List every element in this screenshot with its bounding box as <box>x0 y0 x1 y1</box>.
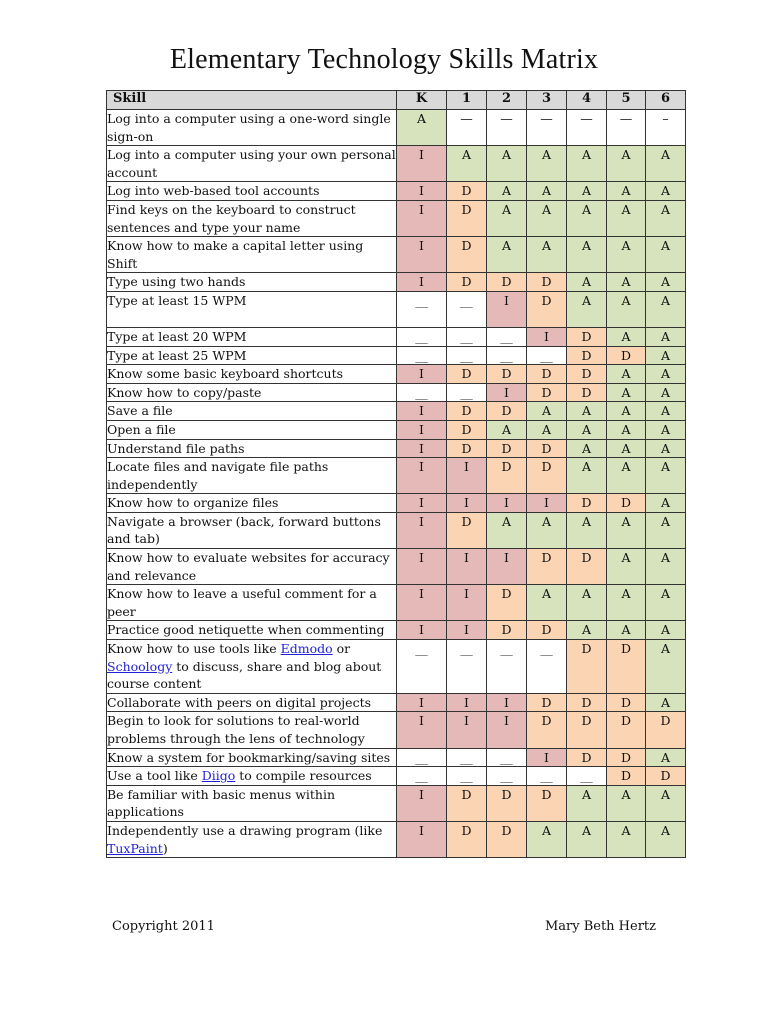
level-cell: I <box>397 365 447 384</box>
skill-text: Know how to leave a useful comment for a peer <box>107 586 377 619</box>
table-row <box>107 785 686 821</box>
header-grade-4: 4 <box>567 91 607 110</box>
level-cell: I <box>487 494 527 513</box>
level-cell: D <box>527 365 567 384</box>
level-cell: __ <box>487 748 527 767</box>
level-cell: A <box>646 494 686 513</box>
level-cell: — <box>527 110 567 146</box>
tool-link[interactable]: Schoology <box>107 658 173 674</box>
table-row <box>107 365 686 384</box>
level-cell: I <box>397 420 447 439</box>
level-cell: __ <box>567 767 607 786</box>
level-cell: D <box>646 712 686 748</box>
level-cell: A <box>646 693 686 712</box>
level-cell: I <box>527 748 567 767</box>
skill-text: ) <box>162 840 168 856</box>
copyright-text: Copyright 2011 <box>112 919 215 934</box>
header-grade-6: 6 <box>646 91 686 110</box>
level-cell: I <box>397 785 447 821</box>
table-row <box>107 585 686 621</box>
skill-cell <box>107 821 397 857</box>
skill-text: Understand file paths <box>107 440 245 456</box>
level-cell: D <box>487 402 527 421</box>
level-cell: D <box>527 621 567 640</box>
level-cell: D <box>447 237 487 273</box>
header-grade-2: 2 <box>487 91 527 110</box>
level-cell: A <box>567 458 607 494</box>
level-cell: A <box>646 621 686 640</box>
level-cell: A <box>527 237 567 273</box>
table-row <box>107 693 686 712</box>
tool-link[interactable]: TuxPaint <box>107 840 163 856</box>
level-cell: __ <box>487 346 527 365</box>
level-cell: D <box>527 458 567 494</box>
skill-cell <box>107 383 397 402</box>
level-cell: — <box>447 110 487 146</box>
skill-text: Type at least 15 WPM <box>107 292 247 308</box>
level-cell: I <box>397 273 447 292</box>
skill-text: Save a file <box>107 403 173 419</box>
level-cell: __ <box>397 291 447 327</box>
skill-text: Type at least 20 WPM <box>107 328 247 344</box>
level-cell: D <box>607 748 646 767</box>
skill-text: Find keys on the keyboard to construct sentences and type your name <box>107 201 356 235</box>
level-cell: A <box>607 237 646 273</box>
skill-cell <box>107 712 397 748</box>
table-row <box>107 621 686 640</box>
level-cell: __ <box>397 640 447 694</box>
skill-cell <box>107 420 397 439</box>
level-cell: A <box>646 200 686 236</box>
level-cell: D <box>567 712 607 748</box>
tool-link[interactable]: Edmodo <box>280 641 333 657</box>
level-cell: __ <box>527 767 567 786</box>
skill-cell <box>107 748 397 767</box>
level-cell: I <box>397 549 447 585</box>
skill-cell <box>107 237 397 273</box>
level-cell: I <box>397 458 447 494</box>
skill-text: to discuss, share and blog about course content <box>107 658 382 692</box>
skill-text: Practice good netiquette when commenting <box>107 622 385 638</box>
header-grade-5: 5 <box>607 91 646 110</box>
skill-text: Know how to copy/paste <box>107 384 262 400</box>
level-cell: A <box>567 420 607 439</box>
matrix-body <box>107 110 686 858</box>
level-cell: A <box>607 439 646 458</box>
level-cell: __ <box>447 327 487 346</box>
skill-cell <box>107 494 397 513</box>
level-cell: D <box>447 512 487 548</box>
level-cell: A <box>527 182 567 201</box>
table-row <box>107 420 686 439</box>
skill-cell <box>107 273 397 292</box>
skill-cell <box>107 621 397 640</box>
level-cell: A <box>607 200 646 236</box>
level-cell: I <box>487 549 527 585</box>
level-cell: A <box>646 237 686 273</box>
level-cell: I <box>527 327 567 346</box>
level-cell: A <box>607 420 646 439</box>
skill-text: Use a tool like <box>107 768 202 784</box>
level-cell: D <box>487 621 527 640</box>
level-cell: I <box>397 512 447 548</box>
table-row <box>107 512 686 548</box>
level-cell: A <box>607 402 646 421</box>
level-cell: A <box>646 182 686 201</box>
table-row <box>107 458 686 494</box>
level-cell: __ <box>447 346 487 365</box>
level-cell: A <box>607 585 646 621</box>
level-cell: A <box>567 785 607 821</box>
level-cell: __ <box>397 383 447 402</box>
level-cell: __ <box>447 767 487 786</box>
skill-text: Begin to look for solutions to real-world problems through the lens of technology <box>107 713 365 746</box>
page-title: Elementary Technology Skills Matrix <box>169 44 599 75</box>
level-cell: D <box>527 291 567 327</box>
level-cell: __ <box>527 346 567 365</box>
skill-cell <box>107 693 397 712</box>
level-cell: A <box>646 439 686 458</box>
skill-cell <box>107 365 397 384</box>
level-cell: D <box>607 494 646 513</box>
level-cell: A <box>646 383 686 402</box>
skill-cell <box>107 439 397 458</box>
level-cell: A <box>646 512 686 548</box>
level-cell: D <box>487 585 527 621</box>
level-cell: – <box>646 110 686 146</box>
level-cell: I <box>527 494 567 513</box>
level-cell: D <box>567 494 607 513</box>
skill-text: to compile resources <box>235 768 372 784</box>
level-cell: D <box>527 785 567 821</box>
level-cell: A <box>567 291 607 327</box>
level-cell: A <box>527 402 567 421</box>
level-cell: D <box>487 785 527 821</box>
level-cell: D <box>607 767 646 786</box>
skill-cell <box>107 327 397 346</box>
level-cell: I <box>397 585 447 621</box>
level-cell: __ <box>447 291 487 327</box>
level-cell: I <box>397 693 447 712</box>
skill-text: Navigate a browser (back, forward buttons and tab) <box>107 513 381 547</box>
level-cell: I <box>397 146 447 182</box>
level-cell: I <box>447 549 487 585</box>
level-cell: A <box>567 621 607 640</box>
skill-text: Locate files and navigate file paths independently <box>107 459 329 492</box>
level-cell: I <box>487 383 527 402</box>
level-cell: __ <box>527 640 567 694</box>
level-cell: A <box>487 420 527 439</box>
level-cell: D <box>567 346 607 365</box>
level-cell: I <box>397 712 447 748</box>
skill-text: Type using two hands <box>107 274 246 290</box>
level-cell: __ <box>447 383 487 402</box>
level-cell: A <box>607 273 646 292</box>
level-cell: A <box>567 512 607 548</box>
skill-text: Know how to use tools like <box>107 641 281 657</box>
level-cell: A <box>646 365 686 384</box>
skill-cell <box>107 402 397 421</box>
level-cell: A <box>646 402 686 421</box>
level-cell: D <box>447 785 487 821</box>
level-cell: A <box>646 458 686 494</box>
level-cell: D <box>447 402 487 421</box>
level-cell: D <box>607 693 646 712</box>
level-cell: I <box>397 494 447 513</box>
skill-text: Independently use a drawing program (like <box>107 822 383 838</box>
table-row <box>107 327 686 346</box>
skills-matrix-table <box>106 90 686 858</box>
level-cell: D <box>567 748 607 767</box>
level-cell: D <box>646 767 686 786</box>
level-cell: I <box>397 439 447 458</box>
level-cell: I <box>447 585 487 621</box>
level-cell: __ <box>447 748 487 767</box>
level-cell: __ <box>487 640 527 694</box>
level-cell: D <box>527 549 567 585</box>
skill-cell <box>107 785 397 821</box>
level-cell: D <box>527 383 567 402</box>
skill-cell <box>107 512 397 548</box>
level-cell: I <box>397 237 447 273</box>
level-cell: A <box>447 146 487 182</box>
level-cell: A <box>487 237 527 273</box>
level-cell: A <box>397 110 447 146</box>
level-cell: D <box>447 200 487 236</box>
level-cell: D <box>527 273 567 292</box>
skill-cell <box>107 767 397 786</box>
level-cell: A <box>527 146 567 182</box>
skill-cell <box>107 346 397 365</box>
level-cell: A <box>567 273 607 292</box>
level-cell: A <box>527 585 567 621</box>
table-row <box>107 821 686 857</box>
level-cell: A <box>646 585 686 621</box>
level-cell: A <box>487 200 527 236</box>
skill-cell <box>107 640 397 694</box>
skill-text: Know a system for bookmarking/saving sites <box>107 749 391 765</box>
level-cell: A <box>646 291 686 327</box>
level-cell: __ <box>487 767 527 786</box>
level-cell: I <box>397 402 447 421</box>
level-cell: D <box>527 693 567 712</box>
level-cell: A <box>607 291 646 327</box>
header-grade-3: 3 <box>527 91 567 110</box>
level-cell: A <box>646 748 686 767</box>
table-row <box>107 494 686 513</box>
table-row <box>107 383 686 402</box>
skill-text: Know some basic keyboard shortcuts <box>107 366 344 382</box>
level-cell: I <box>447 693 487 712</box>
skill-text: Type at least 25 WPM <box>107 347 247 363</box>
level-cell: A <box>527 420 567 439</box>
level-cell: — <box>487 110 527 146</box>
level-cell: I <box>447 712 487 748</box>
skill-text: Be familiar with basic menus within applications <box>107 786 336 820</box>
level-cell: A <box>567 146 607 182</box>
tool-link[interactable]: Diigo <box>201 768 236 784</box>
skill-cell <box>107 110 397 146</box>
level-cell: __ <box>397 748 447 767</box>
level-cell: D <box>487 458 527 494</box>
table-row <box>107 346 686 365</box>
table-row <box>107 402 686 421</box>
level-cell: A <box>607 383 646 402</box>
level-cell: I <box>397 821 447 857</box>
table-row <box>107 237 686 273</box>
level-cell: __ <box>397 767 447 786</box>
level-cell: __ <box>487 327 527 346</box>
skill-text: Open a file <box>107 421 176 437</box>
level-cell: D <box>527 439 567 458</box>
level-cell: I <box>487 712 527 748</box>
level-cell: A <box>567 182 607 201</box>
level-cell: D <box>567 640 607 694</box>
level-cell: A <box>487 512 527 548</box>
table-row <box>107 640 686 694</box>
table-row <box>107 291 686 327</box>
level-cell: A <box>487 182 527 201</box>
level-cell: A <box>487 146 527 182</box>
level-cell: A <box>607 365 646 384</box>
skill-cell <box>107 549 397 585</box>
skill-cell <box>107 291 397 327</box>
skill-text: Know how to organize files <box>107 495 279 511</box>
skill-text: Collaborate with peers on digital projects <box>107 694 372 710</box>
skill-cell <box>107 146 397 182</box>
table-row <box>107 110 686 146</box>
skill-text: Know how to evaluate websites for accuracy and relevance <box>107 550 390 583</box>
level-cell: D <box>567 383 607 402</box>
level-cell: A <box>646 146 686 182</box>
author-name: Mary Beth Hertz <box>544 919 656 934</box>
level-cell: I <box>487 291 527 327</box>
level-cell: __ <box>397 327 447 346</box>
level-cell: A <box>607 621 646 640</box>
level-cell: D <box>447 439 487 458</box>
table-row <box>107 439 686 458</box>
level-cell: A <box>567 585 607 621</box>
level-cell: A <box>646 821 686 857</box>
level-cell: I <box>397 621 447 640</box>
level-cell: A <box>646 640 686 694</box>
header-grade-k: K <box>397 91 447 110</box>
level-cell: D <box>447 420 487 439</box>
skill-text: or <box>332 641 351 657</box>
header-row <box>107 91 686 110</box>
level-cell: I <box>447 458 487 494</box>
table-row <box>107 549 686 585</box>
level-cell: A <box>607 146 646 182</box>
level-cell: A <box>646 420 686 439</box>
level-cell: A <box>646 785 686 821</box>
skill-text: Log into web-based tool accounts <box>107 183 320 199</box>
level-cell: D <box>447 365 487 384</box>
level-cell: A <box>527 821 567 857</box>
level-cell: A <box>607 327 646 346</box>
level-cell: A <box>607 512 646 548</box>
level-cell: I <box>487 693 527 712</box>
table-row <box>107 146 686 182</box>
level-cell: __ <box>447 640 487 694</box>
level-cell: D <box>487 273 527 292</box>
level-cell: A <box>646 346 686 365</box>
table-row <box>107 767 686 786</box>
level-cell: D <box>447 182 487 201</box>
level-cell: A <box>646 327 686 346</box>
level-cell: I <box>397 182 447 201</box>
skill-text: Log into a computer using a one-word single sign-on <box>107 111 391 144</box>
level-cell: A <box>527 512 567 548</box>
header-grade-1: 1 <box>447 91 487 110</box>
level-cell: A <box>567 237 607 273</box>
level-cell: A <box>567 821 607 857</box>
level-cell: — <box>607 110 646 146</box>
table-row <box>107 712 686 748</box>
level-cell: D <box>527 712 567 748</box>
level-cell: I <box>397 200 447 236</box>
level-cell: A <box>646 549 686 585</box>
table-row <box>107 182 686 201</box>
level-cell: I <box>447 621 487 640</box>
level-cell: A <box>527 200 567 236</box>
level-cell: D <box>447 821 487 857</box>
skill-text: Log into a computer using your own personal account <box>107 147 396 180</box>
skill-cell <box>107 200 397 236</box>
table-row <box>107 748 686 767</box>
level-cell: D <box>567 327 607 346</box>
level-cell: D <box>607 640 646 694</box>
level-cell: — <box>567 110 607 146</box>
level-cell: A <box>567 439 607 458</box>
level-cell: D <box>567 365 607 384</box>
level-cell: A <box>607 458 646 494</box>
level-cell: A <box>607 785 646 821</box>
level-cell: D <box>567 693 607 712</box>
level-cell: A <box>607 821 646 857</box>
table-row <box>107 200 686 236</box>
level-cell: D <box>487 821 527 857</box>
skill-cell <box>107 585 397 621</box>
level-cell: D <box>607 712 646 748</box>
skill-text: Know how to make a capital letter using Shift <box>107 238 364 271</box>
level-cell: A <box>646 273 686 292</box>
header-skill: Skill <box>107 91 397 110</box>
level-cell: D <box>487 365 527 384</box>
level-cell: A <box>607 182 646 201</box>
skill-cell <box>107 182 397 201</box>
level-cell: I <box>447 494 487 513</box>
level-cell: D <box>487 439 527 458</box>
level-cell: D <box>607 346 646 365</box>
level-cell: __ <box>397 346 447 365</box>
level-cell: A <box>567 200 607 236</box>
level-cell: A <box>607 549 646 585</box>
table-row <box>107 273 686 292</box>
level-cell: D <box>567 549 607 585</box>
level-cell: D <box>447 273 487 292</box>
level-cell: A <box>567 402 607 421</box>
skill-cell <box>107 458 397 494</box>
